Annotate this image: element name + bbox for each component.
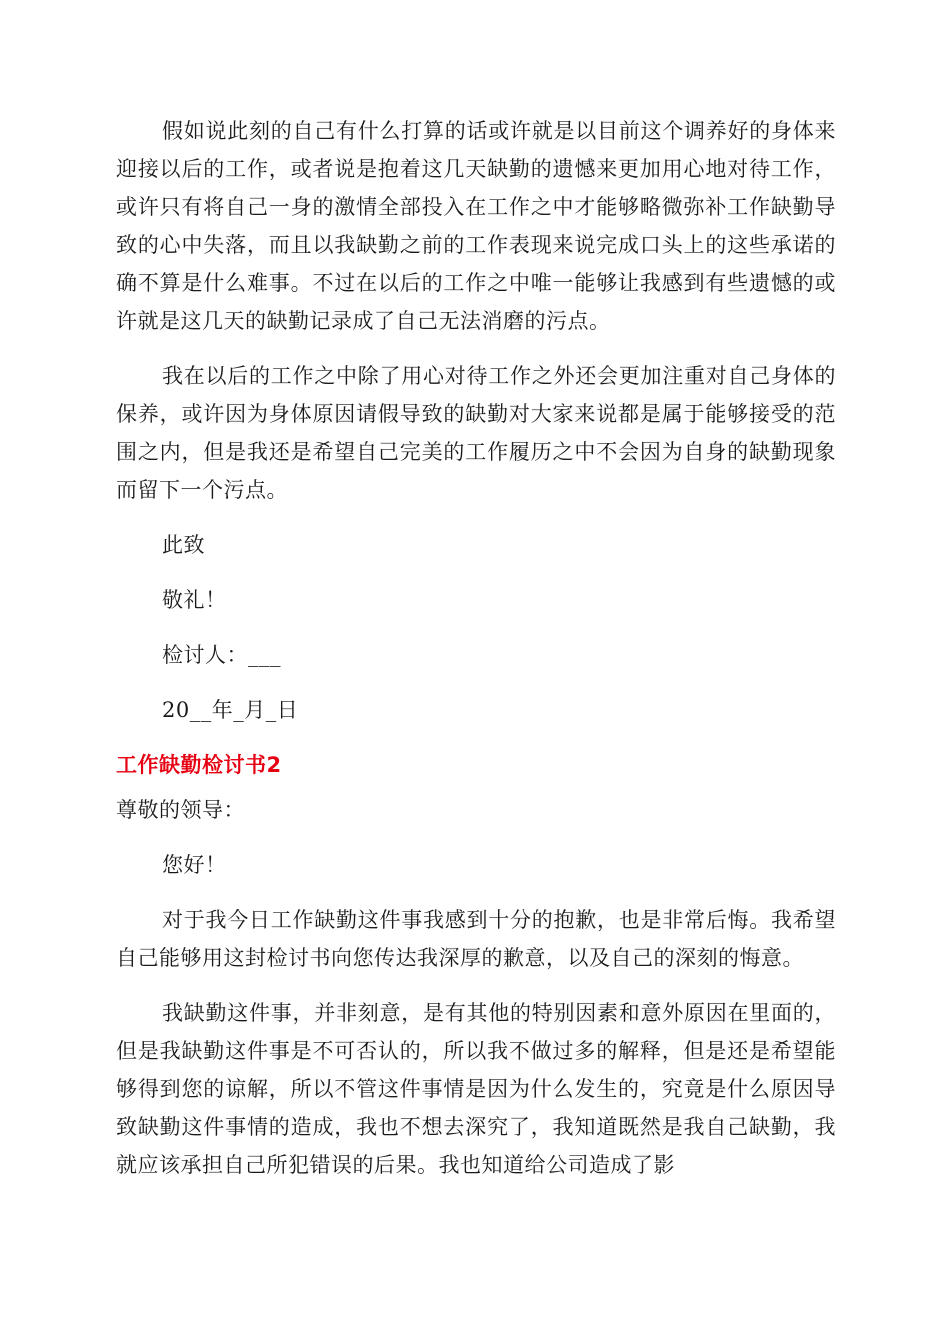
- closing-jingli: 敬礼！: [162, 588, 227, 612]
- salutation: 尊敬的领导：: [116, 798, 245, 822]
- date-line: 20__年_月_日: [162, 698, 299, 722]
- body-paragraph: 假如说此刻的自己有什么打算的话或许就是以目前这个调养好的身体来迎接以后的工作，或者说是抱着这几天缺勤的遗憾来更加用心地对待工作，或许只有将自己一身的激情全部投入在工作之中才能够略微弥补工作缺勤导致的心中失落，而且以我缺勤之前的工作表现来说完成口头上的这些承诺的确不算是什么难事。不过在以后的工作之中唯一能够让我感到有些遗憾的或许就是这几天的缺勤记录成了自己无法消磨的污点。: [116, 119, 836, 333]
- section-title: 工作缺勤检讨书2: [116, 753, 282, 777]
- body-paragraph: 我缺勤这件事，并非刻意，是有其他的特别因素和意外原因在里面的，但是我缺勤这件事是不可否认的，所以我不做过多的解释，但是还是希望能够得到您的谅解，所以不管这件事情是因为什么发生的，究竟是什么原因导致缺勤这件事情的造成，我也不想去深究了，我知道既然是我自己缺勤，我就应该承担自己所犯错误的后果。我也知道给公司造成了影: [116, 1001, 836, 1177]
- greeting: 您好！: [162, 853, 227, 877]
- signer-line: 检讨人：___: [162, 643, 281, 667]
- body-paragraph: 对于我今日工作缺勤这件事我感到十分的抱歉，也是非常后悔。我希望自己能够用这封检讨书向您传达我深厚的歉意，以及自己的深刻的悔意。: [116, 908, 836, 970]
- document-body: [116, 112, 836, 1201]
- closing-cizhi: 此致: [162, 533, 205, 557]
- body-paragraph: 我在以后的工作之中除了用心对待工作之外还会更加注重对自己身体的保养，或许因为身体原因请假导致的缺勤对大家来说都是属于能够接受的范围之内，但是我还是希望自己完美的工作履历之中不会因为自身的缺勤现象而留下一个污点。: [116, 364, 836, 502]
